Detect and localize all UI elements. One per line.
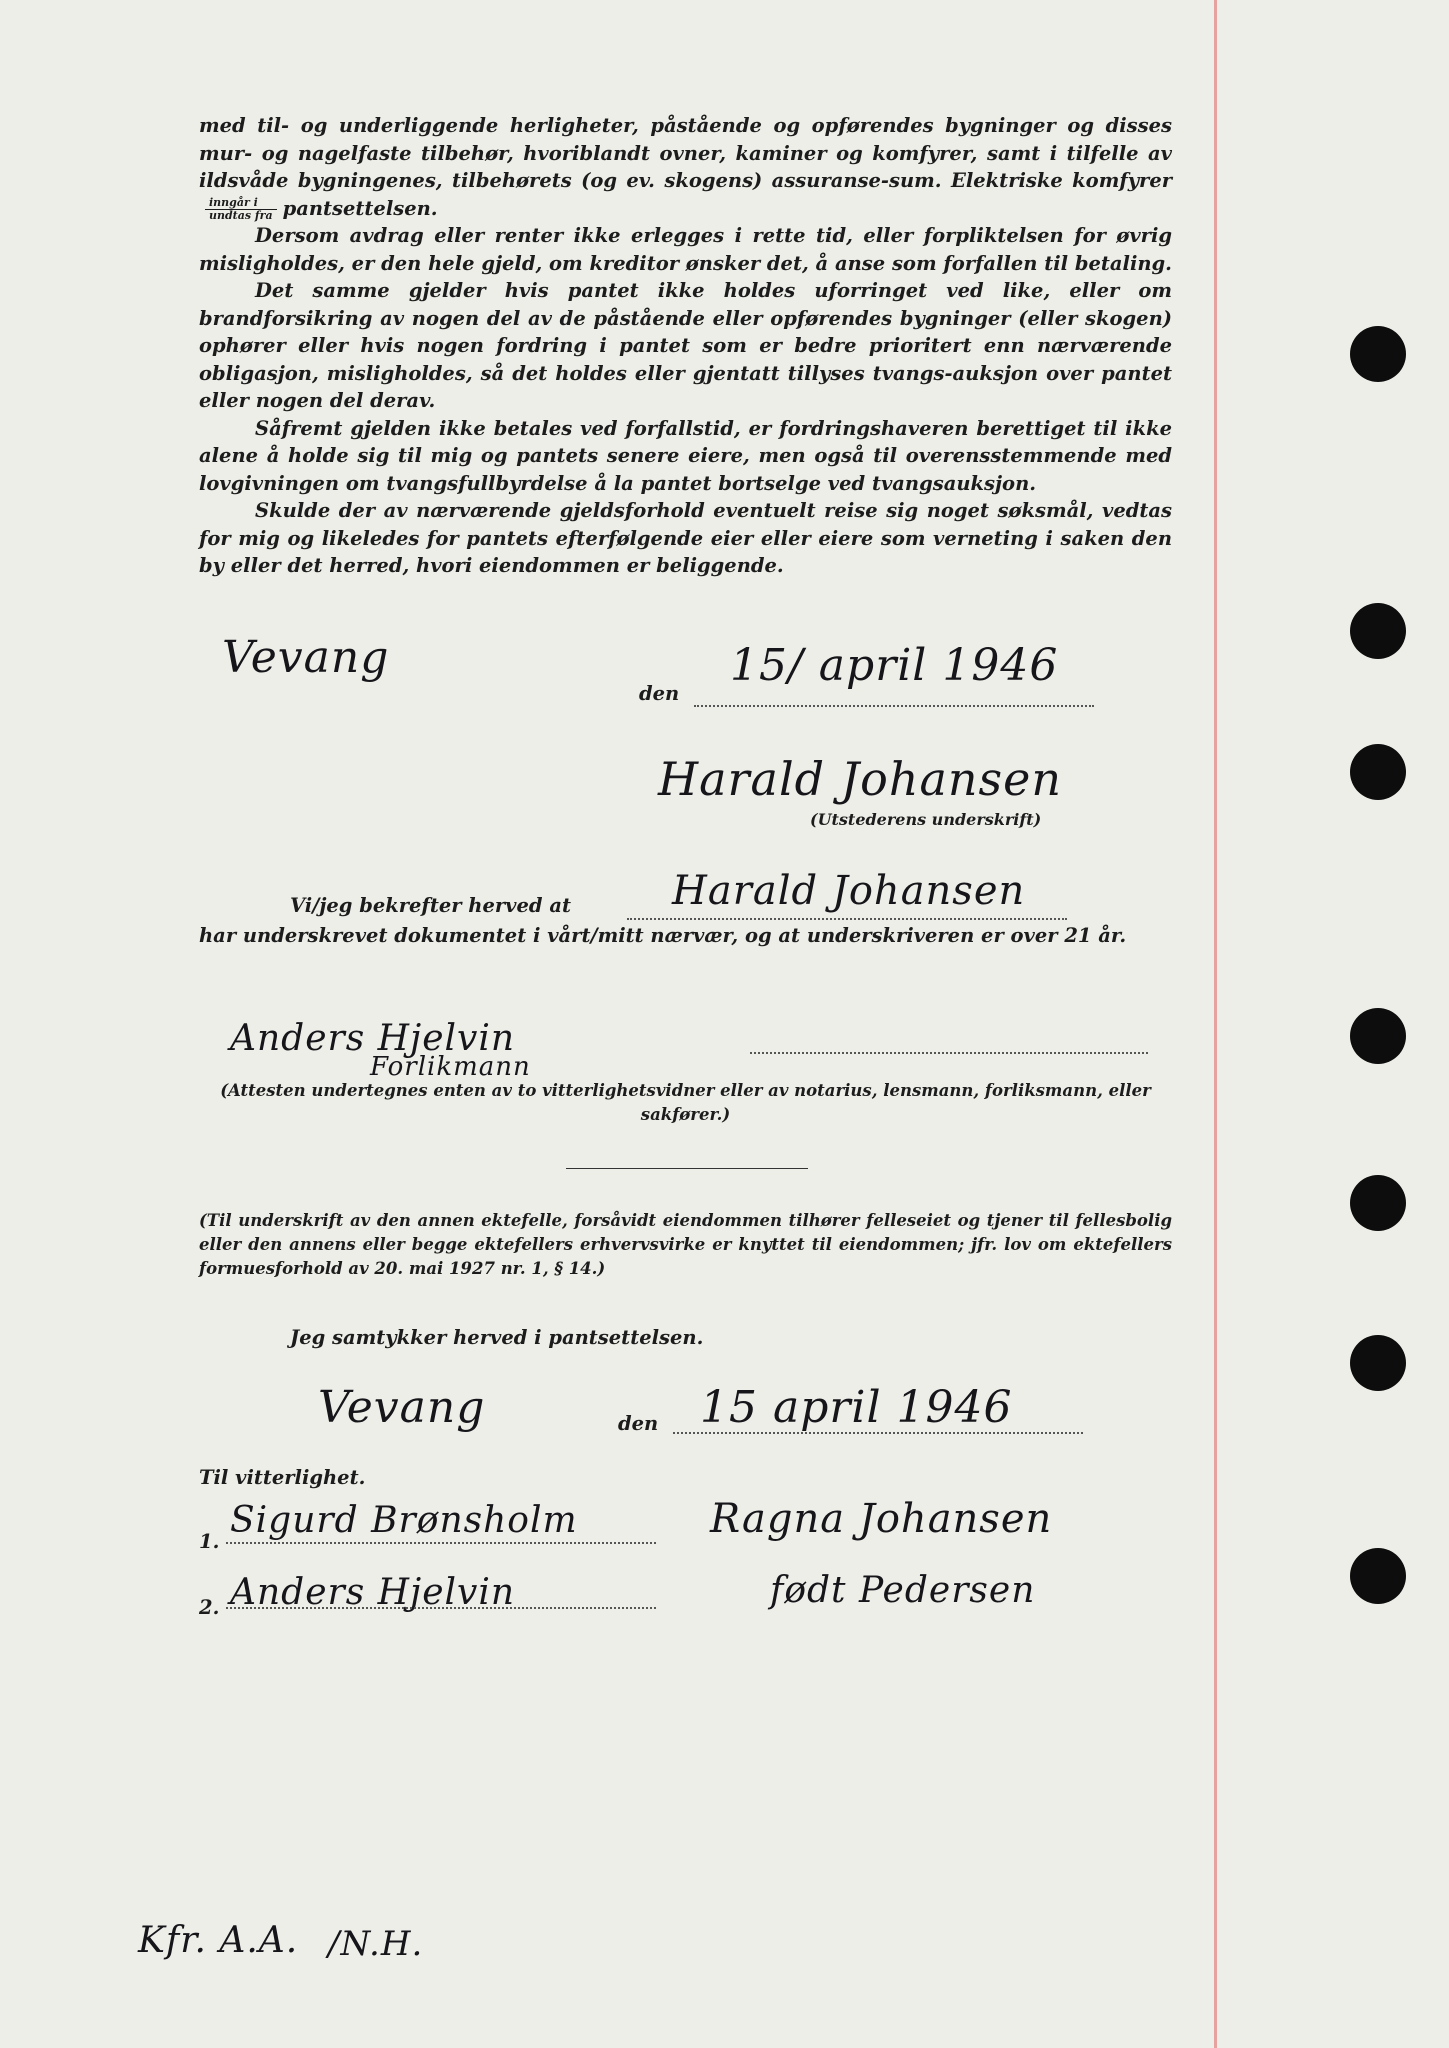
terms-paragraph-1: med til- og underliggende herligheter, påstående og opførendes bygninger og disses mur- og nagelfaste tilbehør, hvoriblandt ovner, kaminer og komfyrer, samt i tilfelle av ildsvåde bygningenes, tilbehørets (og ev. skogens) assuranse-sum. Elektriske komfyrer $\frac{\text{inngår i}}{\text{undtas fra}}$ pantsettelsen. (199, 114, 1172, 222)
separator-line (566, 1168, 808, 1169)
punch-hole (1350, 326, 1406, 382)
date-line-1 (694, 705, 1094, 707)
spouse-signature: Ragna Johansen (710, 1496, 1053, 1542)
witness-heading: Til vitterlighet. (199, 1466, 366, 1489)
witness-1-number: 1. (199, 1530, 220, 1553)
margin-rule (1214, 0, 1217, 2048)
mortgage-terms-text (199, 112, 1172, 580)
terms-paragraph-3: Det samme gjelder hvis pantet ikke holdes uforringet ved like, eller om brandforsikring av nogen del av de påstående eller opførendes bygninger (eller skogen) ophører eller hvis nogen fordring i pantet som er bedre prioritert enn nærværende obligasjon, misligholdes, så det holdes eller gjentatt tillyses tvangs-auksjon over pantet eller nogen del derav. (199, 279, 1172, 412)
date-line-2 (673, 1432, 1083, 1434)
witness-confirm-label: Vi/jeg bekrefter herved at (290, 894, 571, 917)
witness-confirm-name: Harald Johansen (672, 868, 1026, 914)
witness-2-number: 2. (199, 1596, 220, 1619)
punch-hole (1350, 1175, 1406, 1231)
witness-1-line (226, 1542, 656, 1544)
punch-hole (1350, 1548, 1406, 1604)
punch-hole (1350, 1335, 1406, 1391)
margin-note-initials: /N.H. (328, 1924, 424, 1964)
attest-note: (Attesten undertegnes enten av to vitterlighetsvidner eller av notarius, lensmann, forliksmann, eller sakfører.) (220, 1081, 1151, 1124)
witness-confirm-rest: har underskrevet dokumentet i vårt/mitt nærvær, og at underskriveren er over 21 år. (199, 924, 1127, 947)
margin-note-reference: Kfr. A.A. (138, 1920, 299, 1961)
terms-paragraph-4: Såfremt gjelden ikke betales ved forfallstid, er fordringshaveren berettiget til ikke alene å holde sig til mig og pantets senere eiere, men også til overensstemmende med lovgivningen om tvangsfullbyrdelse å la pantet bortselge ved tvangsauksjon. (199, 416, 1172, 495)
punch-hole (1350, 1008, 1406, 1064)
witness-title: Forlikmann (370, 1052, 531, 1082)
punch-hole (1350, 744, 1406, 800)
handwritten-date-1: 15/ april 1946 (730, 640, 1059, 691)
option-fraction: $\frac{\text{inngår i}}{\text{undtas fra}}$ (205, 197, 277, 222)
witness-signature: Anders Hjelvin (230, 1018, 516, 1059)
witness-line (750, 1052, 1148, 1054)
den-label-1: den (639, 682, 680, 705)
spouse-maiden-name: født Pedersen (770, 1570, 1036, 1611)
handwritten-date-2: 15 april 1946 (700, 1382, 1013, 1433)
handwritten-place-2: Vevang (318, 1382, 486, 1433)
den-label-2: den (618, 1412, 659, 1435)
consent-text: Jeg samtykker herved i pantsettelsen. (290, 1326, 704, 1349)
terms-paragraph-5: Skulde der av nærværende gjeldsforhold eventuelt reise sig noget søksmål, vedtas for mig og likeledes for pantets efterfølgende eier eller eiere som verneting i saken den by eller det herred, hvori eiendommen er beliggende. (199, 499, 1172, 577)
witness-1-signature: Sigurd Brønsholm (230, 1500, 578, 1541)
issuer-caption: (Utstederens underskrift) (810, 810, 1042, 829)
witness-confirm-line (627, 918, 1067, 920)
witness-2-signature: Anders Hjelvin (230, 1572, 516, 1613)
issuer-signature: Harald Johansen (658, 752, 1063, 806)
handwritten-place-1: Vevang (222, 632, 390, 683)
spouse-note: (Til underskrift av den annen ektefelle, forsåvidt eiendommen tilhører felleseiet og tjener til fellesbolig eller den annens eller begge ektefellers erhvervsvirke er knyttet til eiendommen; jfr. lov om ektefellers formuesforhold av 20. mai 1927 nr. 1, § 14.) (199, 1211, 1172, 1278)
punch-hole (1350, 603, 1406, 659)
terms-paragraph-2: Dersom avdrag eller renter ikke erlegges i rette tid, eller forpliktelsen for øvrig misligholdes, er den hele gjeld, om kreditor ønsker det, å anse som forfallen til betaling. (199, 224, 1172, 275)
witness-2-line (226, 1607, 656, 1609)
